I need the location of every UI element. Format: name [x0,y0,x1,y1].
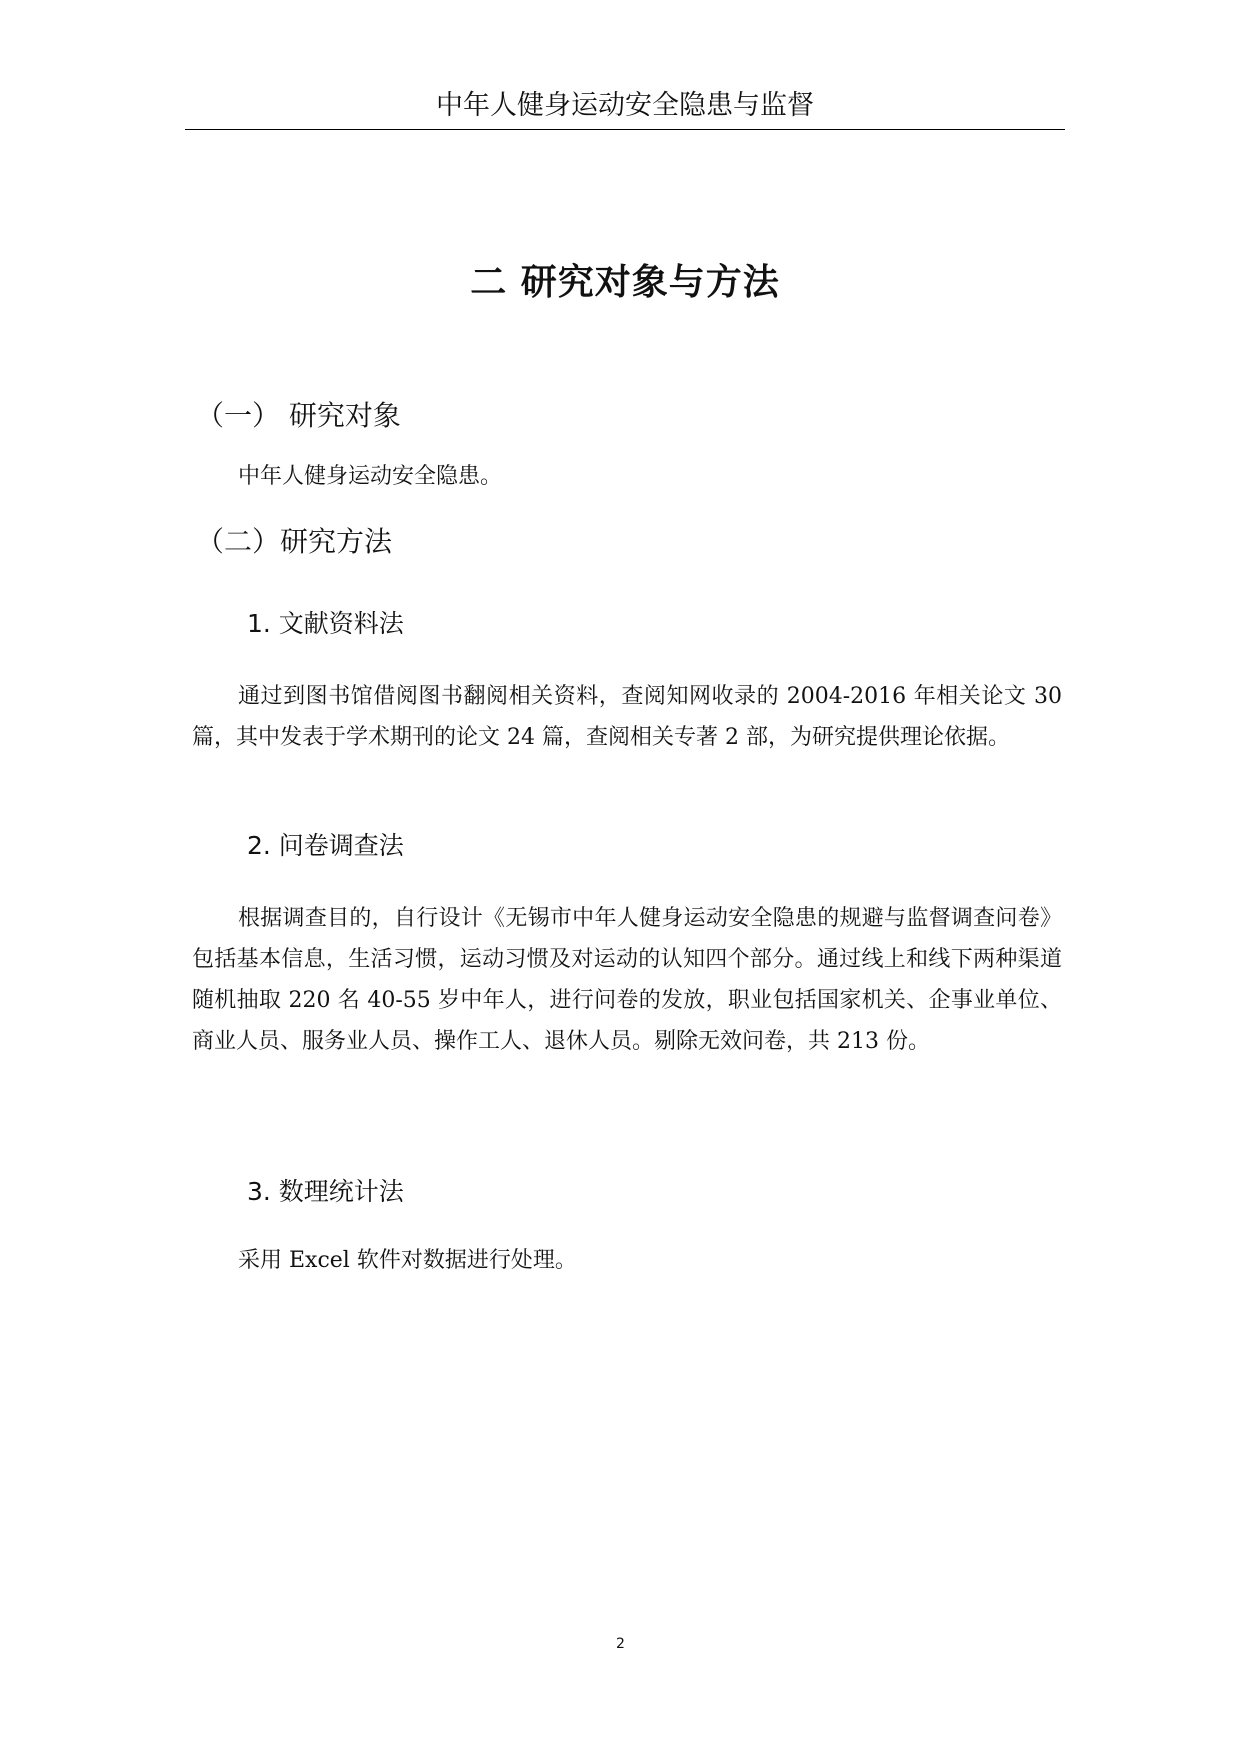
method-paragraph-statistics: 采用 Excel 软件对数据进行处理。 [238,1248,577,1273]
section-heading-research-methods: （二）研究方法 [196,525,393,558]
research-object-paragraph: 中年人健身运动安全隐患。 [238,464,503,489]
method-heading-literature: 1. 文献资料法 [247,609,404,638]
method-heading-statistics: 3. 数理统计法 [247,1177,404,1206]
method-paragraph-literature: 通过到图书馆借阅图书翻阅相关资料，查阅知网收录的 2004-2016 年相关论文 30 篇，其中发表于学术期刊的论文 24 篇，查阅相关专著 2 部，为研究提供理论依据。 [192,684,1062,750]
page-number: 2 [616,1636,625,1652]
header-divider [185,129,1065,130]
section-heading-research-object: （一） 研究对象 [196,399,401,432]
method-paragraph-questionnaire: 根据调查目的，自行设计《无锡市中年人健身运动安全隐患的规避与监督调查问卷》包括基本信息，生活习惯，运动习惯及对运动的认知四个部分。通过线上和线下两种渠道随机抽取 220 名 40-55 岁中年人，进行问卷的发放，职业包括国家机关、企事业单位、商业人员、服务业人员、操作工人、退休人员。剔除无效问卷，共 213 份。 [192,906,1062,1054]
method-heading-questionnaire: 2. 问卷调查法 [247,831,404,860]
running-header: 中年人健身运动安全隐患与监督 [436,90,814,121]
chapter-title: 二 研究对象与方法 [470,262,780,303]
